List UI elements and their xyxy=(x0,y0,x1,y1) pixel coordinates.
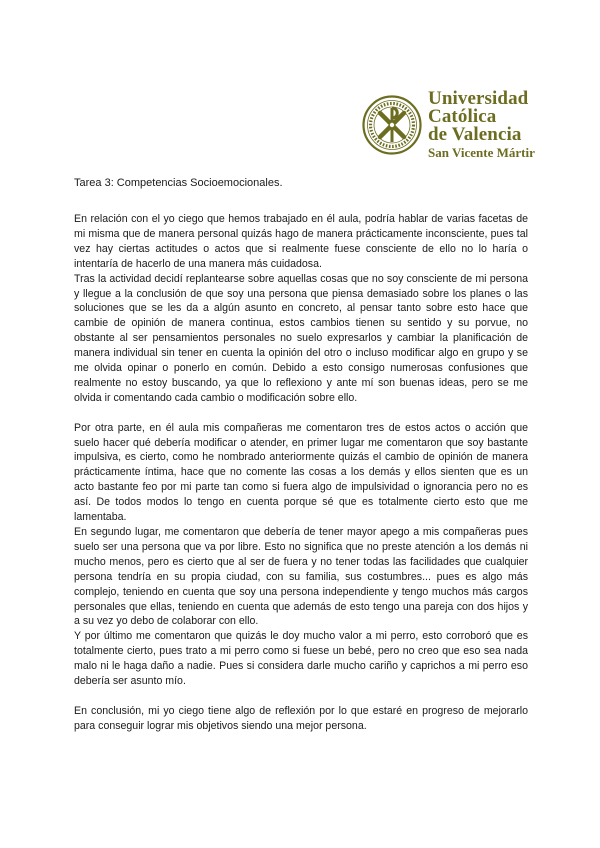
paragraph: En conclusión, mi yo ciego tiene algo de reflexión por lo que estaré en progreso de mejorarlo para conseguir lograr mis objetivos siendo una mejor persona. xyxy=(74,704,528,732)
paragraph: Tras la actividad decidí replantearse sobre aquellas cosas que no soy consciente de mi persona y llegue a la conclusión de que soy una persona que piensa demasiado sobre los planes o las soluciones que se les da a algún asunto en concreto, al pensar tanto sobre esto hace que cambie de opinión de manera continua, estos cambios tienen su sentido y su porvue, no obstante al ser pensamientos personales no suelo expresarlos y cambiar la planificación de manera individual sin tener en cuenta la opinión del otro o incluso modificar algo en grupo y se me olvida opinar o ponerlo en común. Debido a esto consigo numerosas confusiones que realmente no estoy buscando, ya que lo reflexiono y ante mí son buenas ideas, pero se me olvida ir comentando cada cambio o modificación sobre ello. xyxy=(74,272,528,404)
paragraph: Por otra parte, en él aula mis compañeras me comentaron tres de estos actos o acción que suelo hacer qué debería modificar o atender, en primer lugar me comentaron que soy bastante impulsiva, es cierto, como he nombrado anteriormente quizás el cambio de opinión de manera prácticamente íntima, hace que no comente las cosas a los demás y ellos sienten que es un acto bastante feo por mi parte tan como si fuera algo de impulsividad o ignorancia pero no es así. De todos modos lo tengo en cuenta porque sé que es totalmente cierto esto que me lamentaba. xyxy=(74,421,528,524)
university-seal-icon xyxy=(362,95,422,155)
logo-line-2: Católica xyxy=(428,106,497,127)
university-name xyxy=(428,90,535,160)
paragraph: En relación con el yo ciego que hemos trabajado en él aula, podría hablar de varias facetas de mi misma que de manera personal quizás hago de manera prácticamente inconsciente, pues tal vez hay ciertas actitudes o actos que si realmente fuese consciente de ello no lo haría o intentaría de hacerlo de una manera más cuidadosa. xyxy=(74,213,528,270)
paragraph: En segundo lugar, me comentaron que debería de tener mayor apego a mis compañeras pues suelo ser una persona que va por libre. Esto no significa que no preste atención a los demás ni mucho menos, pero es cierto que al ser de fuera y no tener todas las facilidades que cualquier persona tendría en su propia ciudad, con su familia, sus costumbres... pues es algo más complejo, teniendo en cuenta que soy una persona independiente y tengo muchos más cargos personales que ellas, teniendo en cuenta que además de esto tengo una pareja con dos hijos y a su vez yo debo de colaborar con ello. xyxy=(74,526,528,628)
logo-subtitle: San Vicente Mártir xyxy=(428,145,535,160)
logo-line-1: Universidad xyxy=(428,88,529,109)
logo-line-3: de Valencia xyxy=(428,124,522,145)
document-title: Tarea 3: Competencias Socioemocionales. xyxy=(74,177,283,189)
university-logo xyxy=(362,90,535,160)
paragraph: Y por último me comentaron que quizás le doy mucho valor a mi perro, esto corroboró que es totalmente cierto, pues trato a mi perro como si fuese un bebé, pero no creo que eso sea nada malo ni le haga daño a nadie. Pues si considera darle mucho cariño y caprichos a mi perro eso debería ser asunto mío. xyxy=(74,630,528,688)
document-body xyxy=(74,212,528,734)
